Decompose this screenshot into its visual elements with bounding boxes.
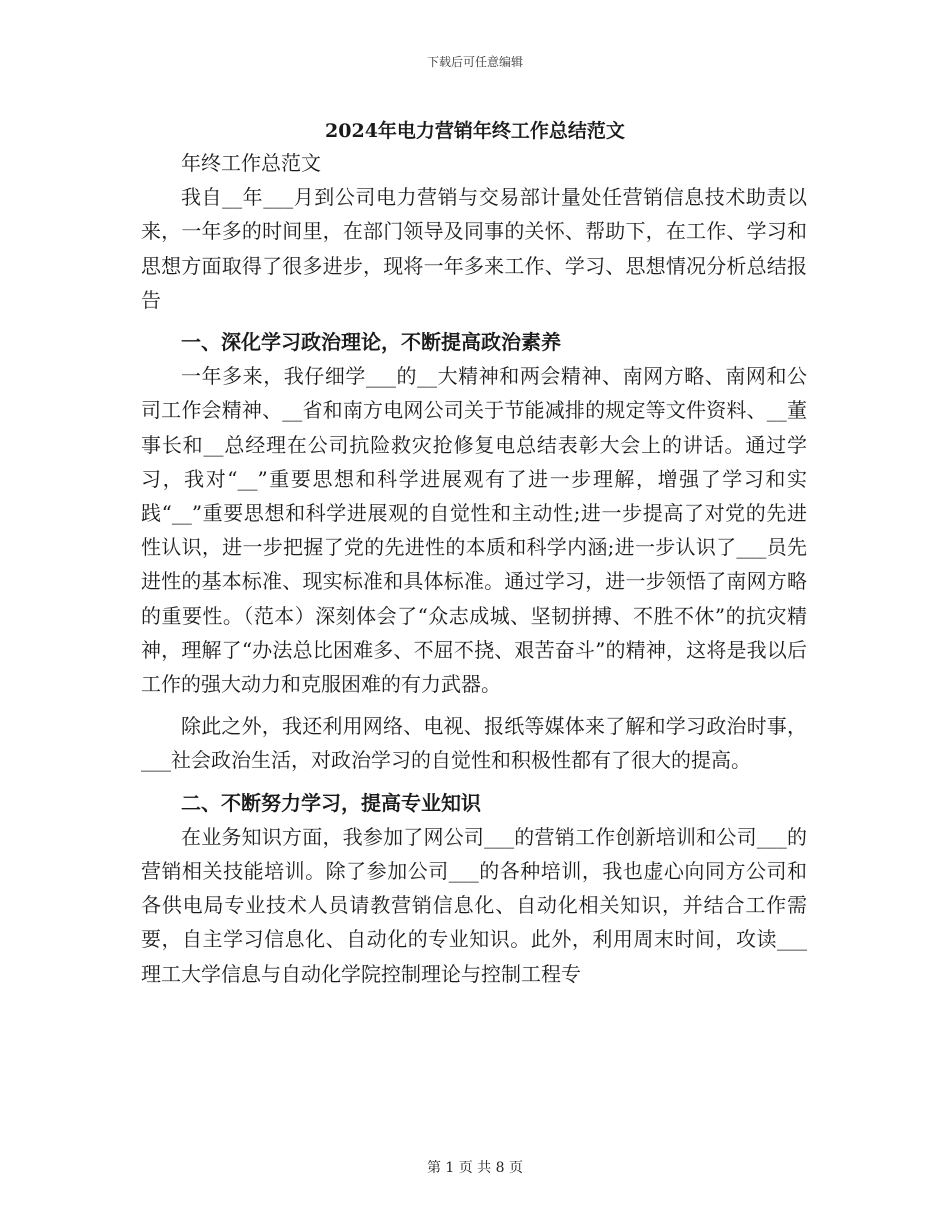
paragraph-intro-label: 年终工作总范文 — [181, 151, 321, 175]
paragraph-opening: 我自__年___月到公司电力营销与交易部计量处任营销信息技术助责以来，一年多的时间里，在部门领导及同事的关怀、帮助下，在工作、学习和思想方面取得了很多进步，现将一年多来工作、学习、思想情况分析总结报告 — [141, 185, 807, 312]
document-title: 2024年电力营销年终工作总结范文 — [325, 120, 625, 142]
document-body — [141, 146, 807, 991]
paragraph-section-1-body: 一年多来，我仔细学___的__大精神和两会精神、南网方略、南网和公司工作会精神、__省和南方电网公司关于节能减排的规定等文件资料、__董事长和__总经理在公司抗险救灾抢修复电总结表彰大会上的讲话。通过学习，我对“__”重要思想和科学进展观有了进一步理解，增强了学习和实践“__”重要思想和科学进展观的自觉性和主动性;进一步提高了对党的先进性认识，进一步把握了党的先进性的本质和科学内涵;进一步认识了___员先进性的基本标准、现实标准和具体标准。通过学习，进一步领悟了南网方略的重要性。（范本）深刻体会了“众志成城、坚韧拼搏、不胜不休”的抗灾精神，理解了“办法总比困难多、不屈不挠、艰苦奋斗”的精神，这将是我以后工作的强大动力和克服困难的有力武器。 — [141, 364, 807, 697]
section-heading-1: 一、深化学习政治理论，不断提高政治素养 — [181, 330, 561, 355]
section-heading-2: 二、不断努力学习，提高专业知识 — [181, 790, 481, 815]
page-number-footer: 第 1 页 共 8 页 — [426, 1160, 524, 1176]
paragraph-section-1-extra: 除此之外，我还利用网络、电视、报纸等媒体来了解和学习政治时事，___社会政治生活，对政治学习的自觉性和积极性都有了很大的提高。 — [141, 714, 807, 773]
page-header: 下载后可任意编辑 — [426, 55, 523, 69]
paragraph-section-2-body: 在业务知识方面，我参加了网公司___的营销工作创新培训和公司___的营销相关技能培训。除了参加公司___的各种培训，我也虚心向同方公司和各供电局专业技术人员请教营销信息化、自动化相关知识，并结合工作需要，自主学习信息化、自动化的专业知识。此外，利用周末时间，攻读___理工大学信息与自动化学院控制理论与控制工程专 — [141, 824, 807, 986]
